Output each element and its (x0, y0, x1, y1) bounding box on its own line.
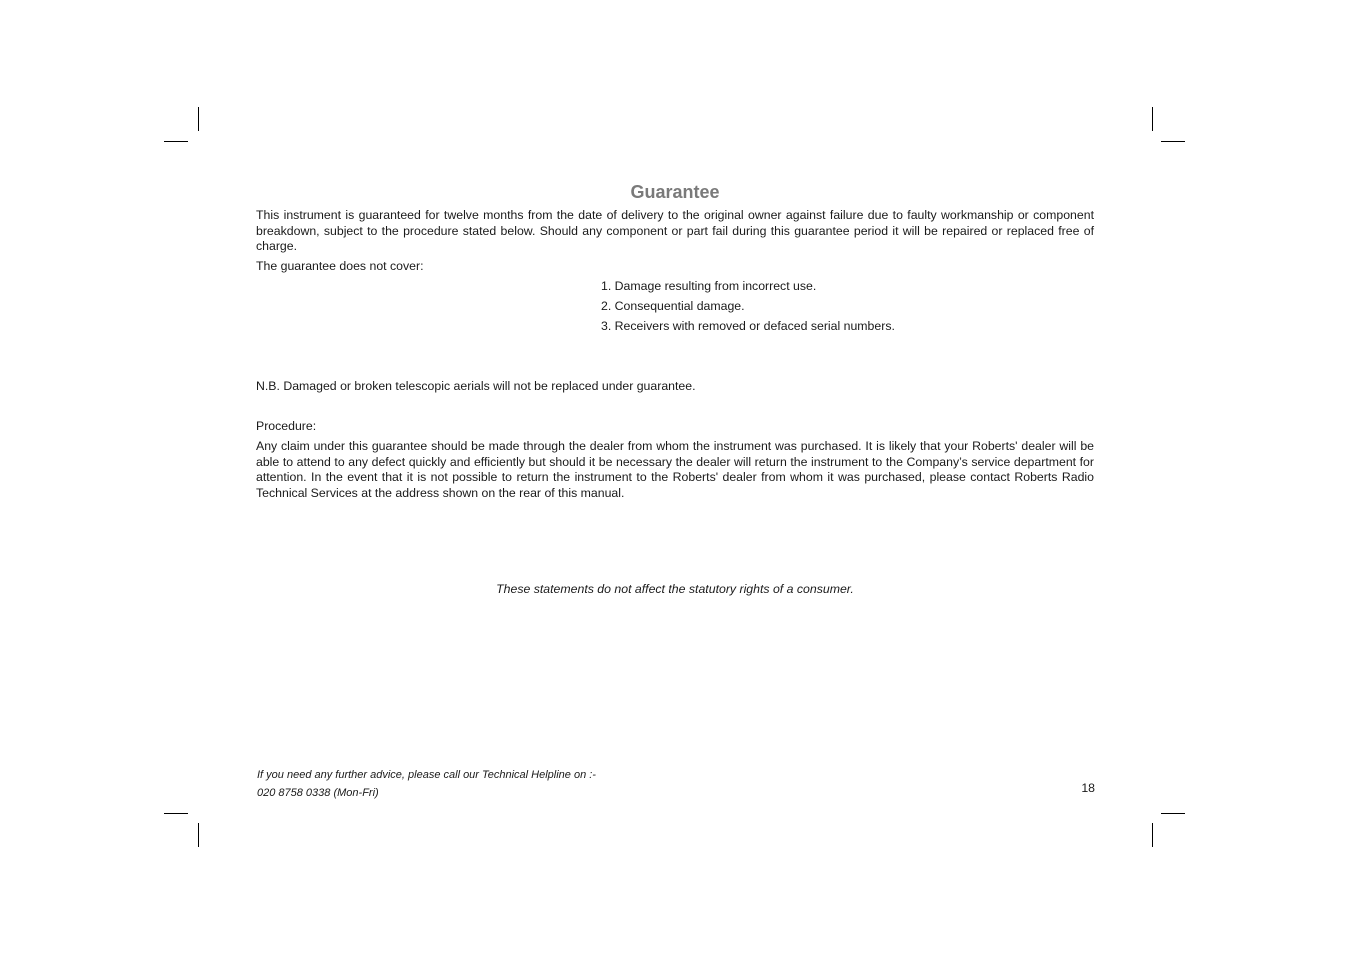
list-item: 2. Consequential damage. (601, 299, 745, 313)
crop-mark-bottom-left (164, 813, 188, 814)
statutory-statement: These statements do not affect the statutory rights of a consumer. (496, 582, 854, 596)
crop-mark-top-left (198, 107, 199, 131)
crop-mark-bottom-right (1152, 823, 1153, 847)
not-cover-label: The guarantee does not cover: (256, 259, 424, 273)
list-item: 1. Damage resulting from incorrect use. (601, 279, 817, 293)
list-item: 3. Receivers with removed or defaced serial numbers. (601, 319, 895, 333)
nb-note: N.B. Damaged or broken telescopic aerials will not be replaced under guarantee. (256, 379, 696, 393)
page-title: Guarantee (630, 182, 720, 202)
crop-mark-bottom-right (1161, 813, 1185, 814)
crop-mark-top-right (1161, 141, 1185, 142)
helpline-text: If you need any further advice, please call our Technical Helpline on :- (257, 769, 596, 781)
exclusion-list (601, 279, 895, 339)
crop-mark-bottom-left (198, 823, 199, 847)
crop-mark-top-right (1152, 107, 1153, 131)
helpline-phone: 020 8758 0338 (Mon-Fri) (257, 787, 379, 799)
procedure-paragraph: Any claim under this guarantee should be made through the dealer from whom the instrument was purchased. It is likely that your Roberts' dealer will be able to attend to any defect quickly and efficiently but should it be necessary the dealer will return the instrument to the Company’s service department for attention. In the event that it is not possible to return the instrument to the Roberts' dealer from whom it was purchased, please contact Roberts Radio Technical Services at the address shown on the rear of this manual. (256, 439, 1094, 500)
procedure-label: Procedure: (256, 419, 317, 433)
crop-mark-top-left (164, 141, 188, 142)
page-number: 18 (1081, 781, 1095, 795)
intro-paragraph: This instrument is guaranteed for twelve months from the date of delivery to the original owner against failure due to faulty workmanship or component breakdown, subject to the procedure stated below. Should any component or part fail during this guarantee period it will be repaired or replaced free of charge. (256, 208, 1094, 253)
